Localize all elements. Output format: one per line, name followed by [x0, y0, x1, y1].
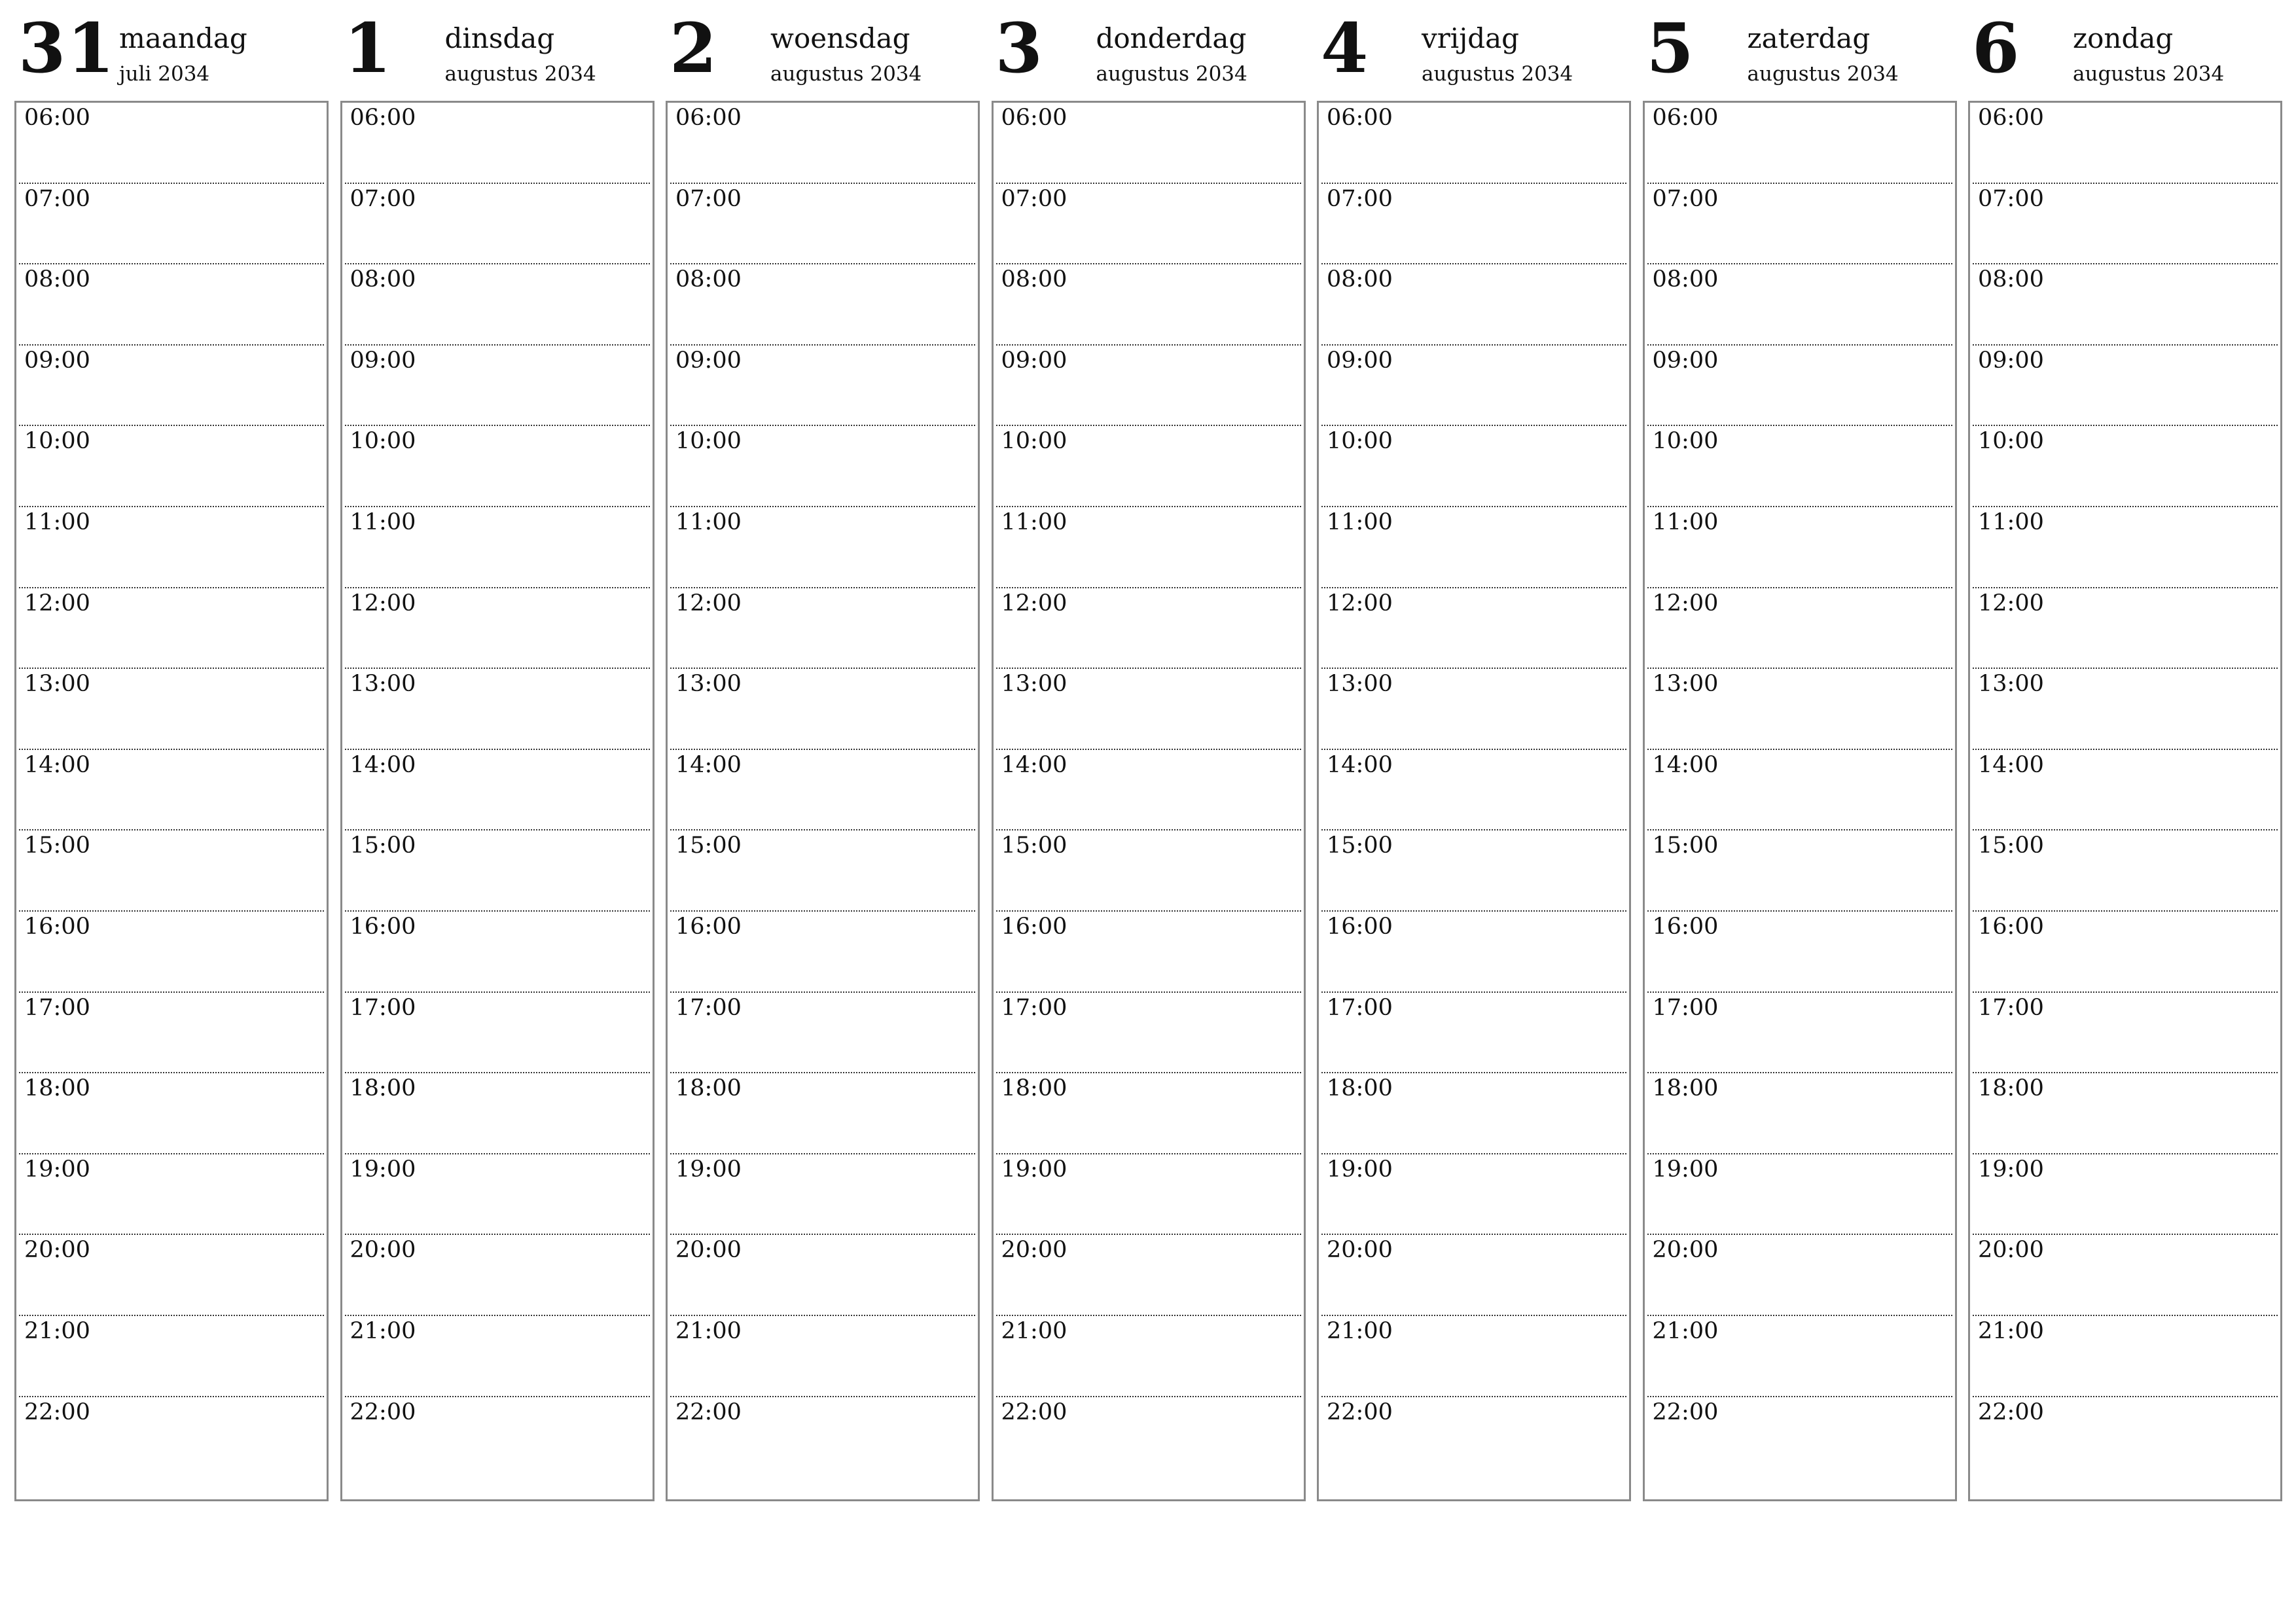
day-column — [666, 0, 980, 1505]
time-slot[interactable] — [19, 830, 324, 912]
day-column — [340, 0, 655, 1505]
time-slot-label: 08:00 — [1978, 266, 2044, 293]
time-slot[interactable] — [345, 1154, 650, 1236]
time-slot-label: 17:00 — [1652, 994, 1719, 1021]
day-number: 3 — [995, 8, 1044, 88]
time-slot[interactable] — [345, 1397, 650, 1478]
time-slot[interactable] — [996, 1397, 1301, 1478]
time-slot-label: 16:00 — [1001, 913, 1067, 940]
time-slot-label: 21:00 — [1978, 1317, 2044, 1344]
time-slot[interactable] — [19, 1235, 324, 1316]
time-slot-label: 15:00 — [350, 832, 416, 859]
day-header — [340, 0, 655, 98]
time-slot[interactable] — [1321, 184, 1626, 265]
day-header — [1643, 0, 1957, 98]
time-slot[interactable] — [1321, 346, 1626, 427]
time-slot[interactable] — [1647, 1235, 1952, 1316]
time-slot[interactable] — [1321, 993, 1626, 1074]
time-slot-label: 11:00 — [1001, 508, 1067, 535]
time-slot-label: 20:00 — [1978, 1237, 2044, 1264]
time-slot[interactable] — [670, 1397, 975, 1478]
time-slot[interactable] — [1321, 1154, 1626, 1236]
time-slot[interactable] — [345, 1073, 650, 1154]
time-slot-label: 07:00 — [1327, 185, 1393, 212]
time-slot-label: 12:00 — [350, 590, 416, 616]
time-slot[interactable] — [996, 1316, 1301, 1397]
time-slot[interactable] — [1973, 830, 2278, 912]
day-number: 5 — [1646, 8, 1695, 88]
time-slot[interactable] — [345, 103, 650, 184]
time-slot[interactable] — [1647, 184, 1952, 265]
time-slot-label: 15:00 — [1327, 832, 1393, 859]
time-slot-label: 18:00 — [24, 1075, 90, 1102]
time-slot[interactable] — [345, 588, 650, 669]
time-slot[interactable] — [19, 1073, 324, 1154]
time-slot-label: 21:00 — [675, 1317, 742, 1344]
time-slot-label: 06:00 — [1978, 105, 2044, 131]
time-slot-label: 08:00 — [350, 266, 416, 293]
time-slot[interactable] — [670, 588, 975, 669]
time-slot[interactable] — [996, 1235, 1301, 1316]
time-slot-label: 09:00 — [675, 347, 742, 374]
time-slot[interactable] — [670, 1073, 975, 1154]
time-slot-label: 16:00 — [24, 913, 90, 940]
time-slot-label: 06:00 — [24, 105, 90, 131]
time-slot-label: 16:00 — [1978, 913, 2044, 940]
time-slot[interactable] — [670, 184, 975, 265]
time-slot[interactable] — [1321, 103, 1626, 184]
day-column — [1643, 0, 1957, 1505]
time-slot-label: 13:00 — [1327, 671, 1393, 698]
day-column — [992, 0, 1306, 1505]
time-slot[interactable] — [19, 912, 324, 993]
time-slot[interactable] — [996, 346, 1301, 427]
time-slot-label: 10:00 — [350, 428, 416, 455]
time-slot-label: 13:00 — [24, 671, 90, 698]
time-slot-label: 13:00 — [1652, 671, 1719, 698]
time-slot-label: 10:00 — [24, 428, 90, 455]
day-column — [1317, 0, 1631, 1505]
time-slot-label: 17:00 — [350, 994, 416, 1021]
day-month: juli 2034 — [119, 62, 210, 86]
time-slot-label: 14:00 — [1327, 751, 1393, 778]
day-name: woensdag — [770, 22, 910, 54]
time-slot[interactable] — [19, 669, 324, 750]
time-slot-label: 16:00 — [1652, 913, 1719, 940]
time-slot[interactable] — [1647, 507, 1952, 588]
time-slot[interactable] — [19, 184, 324, 265]
time-slot-label: 17:00 — [675, 994, 742, 1021]
time-slot[interactable] — [1973, 912, 2278, 993]
day-name: dinsdag — [444, 22, 555, 54]
time-slot[interactable] — [670, 507, 975, 588]
time-slot-label: 22:00 — [1978, 1399, 2044, 1425]
time-slot-label: 19:00 — [24, 1156, 90, 1183]
time-slot-label: 19:00 — [675, 1156, 742, 1183]
time-slot[interactable] — [1973, 750, 2278, 831]
day-column — [1968, 0, 2282, 1505]
time-slot[interactable] — [1973, 103, 2278, 184]
time-slot-label: 07:00 — [24, 185, 90, 212]
time-slot[interactable] — [1321, 669, 1626, 750]
time-slot[interactable] — [1973, 1235, 2278, 1316]
time-slot-label: 09:00 — [1001, 347, 1067, 374]
time-slot-label: 22:00 — [675, 1399, 742, 1425]
time-slot[interactable] — [1973, 588, 2278, 669]
time-slot-label: 12:00 — [1001, 590, 1067, 616]
time-slot-label: 13:00 — [350, 671, 416, 698]
time-slot-label: 18:00 — [675, 1075, 742, 1102]
time-slot[interactable] — [670, 1316, 975, 1397]
time-slot[interactable] — [996, 264, 1301, 346]
time-slot-label: 14:00 — [1652, 751, 1719, 778]
time-slot[interactable] — [1321, 912, 1626, 993]
time-slot[interactable] — [345, 1316, 650, 1397]
time-slot-label: 07:00 — [350, 185, 416, 212]
time-slot[interactable] — [1973, 1397, 2278, 1478]
time-slot[interactable] — [1647, 264, 1952, 346]
day-name: vrijdag — [1422, 22, 1520, 54]
time-slot[interactable] — [19, 507, 324, 588]
time-slot[interactable] — [670, 912, 975, 993]
time-slot-label: 15:00 — [24, 832, 90, 859]
time-slot-label: 08:00 — [1327, 266, 1393, 293]
time-slot-label: 12:00 — [675, 590, 742, 616]
day-schedule — [14, 101, 329, 1501]
time-slot-label: 17:00 — [1327, 994, 1393, 1021]
time-slot-label: 12:00 — [24, 590, 90, 616]
time-slot[interactable] — [345, 426, 650, 507]
day-schedule — [1317, 101, 1631, 1501]
time-slot-label: 06:00 — [350, 105, 416, 131]
time-slot-label: 07:00 — [1978, 185, 2044, 212]
day-header — [1317, 0, 1631, 98]
time-slot[interactable] — [1647, 346, 1952, 427]
time-slot[interactable] — [1973, 1154, 2278, 1236]
day-schedule — [340, 101, 655, 1501]
time-slot[interactable] — [1321, 426, 1626, 507]
time-slot-label: 16:00 — [675, 913, 742, 940]
time-slot-label: 09:00 — [24, 347, 90, 374]
time-slot[interactable] — [996, 588, 1301, 669]
time-slot-label: 11:00 — [1978, 508, 2044, 535]
time-slot-label: 20:00 — [1652, 1237, 1719, 1264]
time-slot[interactable] — [996, 912, 1301, 993]
time-slot-label: 08:00 — [1652, 266, 1719, 293]
time-slot-label: 06:00 — [1652, 105, 1719, 131]
day-month: augustus 2034 — [1422, 62, 1573, 86]
time-slot[interactable] — [1973, 184, 2278, 265]
time-slot[interactable] — [1973, 1073, 2278, 1154]
time-slot-label: 09:00 — [1978, 347, 2044, 374]
time-slot-label: 18:00 — [350, 1075, 416, 1102]
time-slot-label: 08:00 — [1001, 266, 1067, 293]
time-slot-label: 20:00 — [350, 1237, 416, 1264]
time-slot-label: 06:00 — [1327, 105, 1393, 131]
time-slot[interactable] — [1973, 264, 2278, 346]
time-slot[interactable] — [19, 1154, 324, 1236]
time-slot[interactable] — [1647, 830, 1952, 912]
time-slot[interactable] — [1321, 750, 1626, 831]
time-slot-label: 12:00 — [1652, 590, 1719, 616]
time-slot-label: 15:00 — [1978, 832, 2044, 859]
day-month: augustus 2034 — [444, 62, 596, 86]
day-header — [1968, 0, 2282, 98]
time-slot-label: 11:00 — [1327, 508, 1393, 535]
time-slot-label: 19:00 — [1327, 1156, 1393, 1183]
time-slot-label: 21:00 — [1652, 1317, 1719, 1344]
time-slot-label: 20:00 — [24, 1237, 90, 1264]
time-slot-label: 06:00 — [1001, 105, 1067, 131]
time-slot-label: 19:00 — [350, 1156, 416, 1183]
time-slot-label: 17:00 — [1978, 994, 2044, 1021]
weekly-planner — [14, 0, 2292, 1505]
day-schedule — [666, 101, 980, 1501]
time-slot-label: 16:00 — [350, 913, 416, 940]
time-slot[interactable] — [345, 1235, 650, 1316]
time-slot[interactable] — [670, 103, 975, 184]
time-slot[interactable] — [670, 1235, 975, 1316]
day-schedule — [1643, 101, 1957, 1501]
time-slot[interactable] — [1321, 1316, 1626, 1397]
time-slot[interactable] — [996, 507, 1301, 588]
time-slot[interactable] — [345, 507, 650, 588]
time-slot-label: 18:00 — [1001, 1075, 1067, 1102]
time-slot[interactable] — [996, 1154, 1301, 1236]
time-slot-label: 21:00 — [1001, 1317, 1067, 1344]
time-slot[interactable] — [1647, 1154, 1952, 1236]
time-slot[interactable] — [996, 426, 1301, 507]
time-slot[interactable] — [996, 184, 1301, 265]
time-slot[interactable] — [1973, 507, 2278, 588]
time-slot[interactable] — [1973, 1316, 2278, 1397]
time-slot[interactable] — [670, 993, 975, 1074]
time-slot-label: 10:00 — [1652, 428, 1719, 455]
time-slot[interactable] — [19, 588, 324, 669]
time-slot[interactable] — [1321, 1073, 1626, 1154]
time-slot-label: 17:00 — [1001, 994, 1067, 1021]
time-slot-label: 10:00 — [1978, 428, 2044, 455]
time-slot[interactable] — [19, 993, 324, 1074]
time-slot[interactable] — [670, 264, 975, 346]
time-slot[interactable] — [345, 993, 650, 1074]
time-slot-label: 19:00 — [1652, 1156, 1719, 1183]
time-slot-label: 11:00 — [1652, 508, 1719, 535]
time-slot-label: 21:00 — [350, 1317, 416, 1344]
time-slot[interactable] — [345, 346, 650, 427]
day-number: 1 — [344, 8, 393, 88]
time-slot-label: 14:00 — [1001, 751, 1067, 778]
time-slot[interactable] — [1973, 669, 2278, 750]
time-slot[interactable] — [345, 669, 650, 750]
time-slot[interactable] — [670, 1154, 975, 1236]
time-slot[interactable] — [1321, 1235, 1626, 1316]
time-slot[interactable] — [1321, 507, 1626, 588]
time-slot[interactable] — [1647, 912, 1952, 993]
time-slot-label: 19:00 — [1001, 1156, 1067, 1183]
time-slot-label: 10:00 — [1327, 428, 1393, 455]
time-slot-label: 07:00 — [1001, 185, 1067, 212]
time-slot-label: 20:00 — [1327, 1237, 1393, 1264]
time-slot-label: 14:00 — [24, 751, 90, 778]
time-slot[interactable] — [1647, 103, 1952, 184]
time-slot-label: 14:00 — [1978, 751, 2044, 778]
time-slot-label: 22:00 — [1327, 1399, 1393, 1425]
time-slot-label: 22:00 — [1001, 1399, 1067, 1425]
time-slot-label: 08:00 — [24, 266, 90, 293]
time-slot-label: 17:00 — [24, 994, 90, 1021]
time-slot[interactable] — [996, 103, 1301, 184]
time-slot[interactable] — [19, 1316, 324, 1397]
time-slot-label: 14:00 — [350, 751, 416, 778]
time-slot[interactable] — [1647, 1316, 1952, 1397]
time-slot-label: 18:00 — [1327, 1075, 1393, 1102]
time-slot-label: 18:00 — [1978, 1075, 2044, 1102]
time-slot[interactable] — [1973, 426, 2278, 507]
time-slot-label: 10:00 — [1001, 428, 1067, 455]
day-name: maandag — [119, 22, 247, 54]
day-month: augustus 2034 — [2073, 62, 2225, 86]
time-slot[interactable] — [19, 346, 324, 427]
time-slot-label: 09:00 — [1327, 347, 1393, 374]
day-month: augustus 2034 — [1096, 62, 1247, 86]
time-slot[interactable] — [19, 750, 324, 831]
time-slot-label: 11:00 — [675, 508, 742, 535]
time-slot-label: 15:00 — [1652, 832, 1719, 859]
time-slot[interactable] — [1321, 264, 1626, 346]
day-name: zaterdag — [1747, 22, 1871, 54]
time-slot[interactable] — [670, 750, 975, 831]
time-slot-label: 21:00 — [24, 1317, 90, 1344]
time-slot-label: 07:00 — [1652, 185, 1719, 212]
time-slot[interactable] — [345, 264, 650, 346]
day-schedule — [992, 101, 1306, 1501]
time-slot[interactable] — [19, 103, 324, 184]
time-slot[interactable] — [996, 830, 1301, 912]
time-slot-label: 16:00 — [1327, 913, 1393, 940]
time-slot[interactable] — [670, 830, 975, 912]
time-slot[interactable] — [670, 669, 975, 750]
time-slot-label: 22:00 — [24, 1399, 90, 1425]
day-number: 4 — [1321, 8, 1370, 88]
time-slot-label: 13:00 — [1978, 671, 2044, 698]
time-slot[interactable] — [1321, 588, 1626, 669]
day-header — [14, 0, 329, 98]
day-month: augustus 2034 — [1747, 62, 1899, 86]
time-slot-label: 13:00 — [675, 671, 742, 698]
time-slot[interactable] — [1647, 993, 1952, 1074]
time-slot[interactable] — [19, 1397, 324, 1478]
time-slot-label: 09:00 — [350, 347, 416, 374]
time-slot-label: 19:00 — [1978, 1156, 2044, 1183]
day-header — [666, 0, 980, 98]
time-slot[interactable] — [1973, 993, 2278, 1074]
time-slot[interactable] — [996, 993, 1301, 1074]
time-slot[interactable] — [670, 426, 975, 507]
time-slot-label: 08:00 — [675, 266, 742, 293]
time-slot-label: 20:00 — [675, 1237, 742, 1264]
time-slot[interactable] — [1647, 426, 1952, 507]
time-slot[interactable] — [1321, 1397, 1626, 1478]
time-slot[interactable] — [345, 184, 650, 265]
day-number: 6 — [1972, 8, 2021, 88]
time-slot-label: 22:00 — [350, 1399, 416, 1425]
time-slot-label: 11:00 — [350, 508, 416, 535]
time-slot-label: 15:00 — [1001, 832, 1067, 859]
day-name: zondag — [2073, 22, 2174, 54]
time-slot[interactable] — [996, 669, 1301, 750]
time-slot[interactable] — [345, 912, 650, 993]
time-slot[interactable] — [996, 750, 1301, 831]
time-slot-label: 15:00 — [675, 832, 742, 859]
time-slot[interactable] — [19, 426, 324, 507]
time-slot[interactable] — [345, 750, 650, 831]
time-slot[interactable] — [345, 830, 650, 912]
time-slot-label: 20:00 — [1001, 1237, 1067, 1264]
time-slot-label: 09:00 — [1652, 347, 1719, 374]
time-slot-label: 21:00 — [1327, 1317, 1393, 1344]
time-slot-label: 06:00 — [675, 105, 742, 131]
time-slot-label: 11:00 — [24, 508, 90, 535]
time-slot-label: 10:00 — [675, 428, 742, 455]
time-slot-label: 22:00 — [1652, 1399, 1719, 1425]
day-number: 31 — [18, 8, 116, 88]
day-number: 2 — [670, 8, 719, 88]
time-slot[interactable] — [1321, 830, 1626, 912]
time-slot-label: 07:00 — [675, 185, 742, 212]
day-header — [992, 0, 1306, 98]
time-slot-label: 18:00 — [1652, 1075, 1719, 1102]
time-slot-label: 14:00 — [675, 751, 742, 778]
day-column — [14, 0, 329, 1505]
time-slot-label: 12:00 — [1327, 590, 1393, 616]
time-slot[interactable] — [1973, 346, 2278, 427]
time-slot[interactable] — [1647, 750, 1952, 831]
time-slot[interactable] — [19, 264, 324, 346]
time-slot-label: 12:00 — [1978, 590, 2044, 616]
time-slot[interactable] — [1647, 669, 1952, 750]
day-schedule — [1968, 101, 2282, 1501]
time-slot[interactable] — [1647, 1073, 1952, 1154]
time-slot-label: 13:00 — [1001, 671, 1067, 698]
day-month: augustus 2034 — [770, 62, 922, 86]
time-slot[interactable] — [1647, 588, 1952, 669]
time-slot[interactable] — [670, 346, 975, 427]
time-slot[interactable] — [996, 1073, 1301, 1154]
day-name: donderdag — [1096, 22, 1247, 54]
time-slot[interactable] — [1647, 1397, 1952, 1478]
